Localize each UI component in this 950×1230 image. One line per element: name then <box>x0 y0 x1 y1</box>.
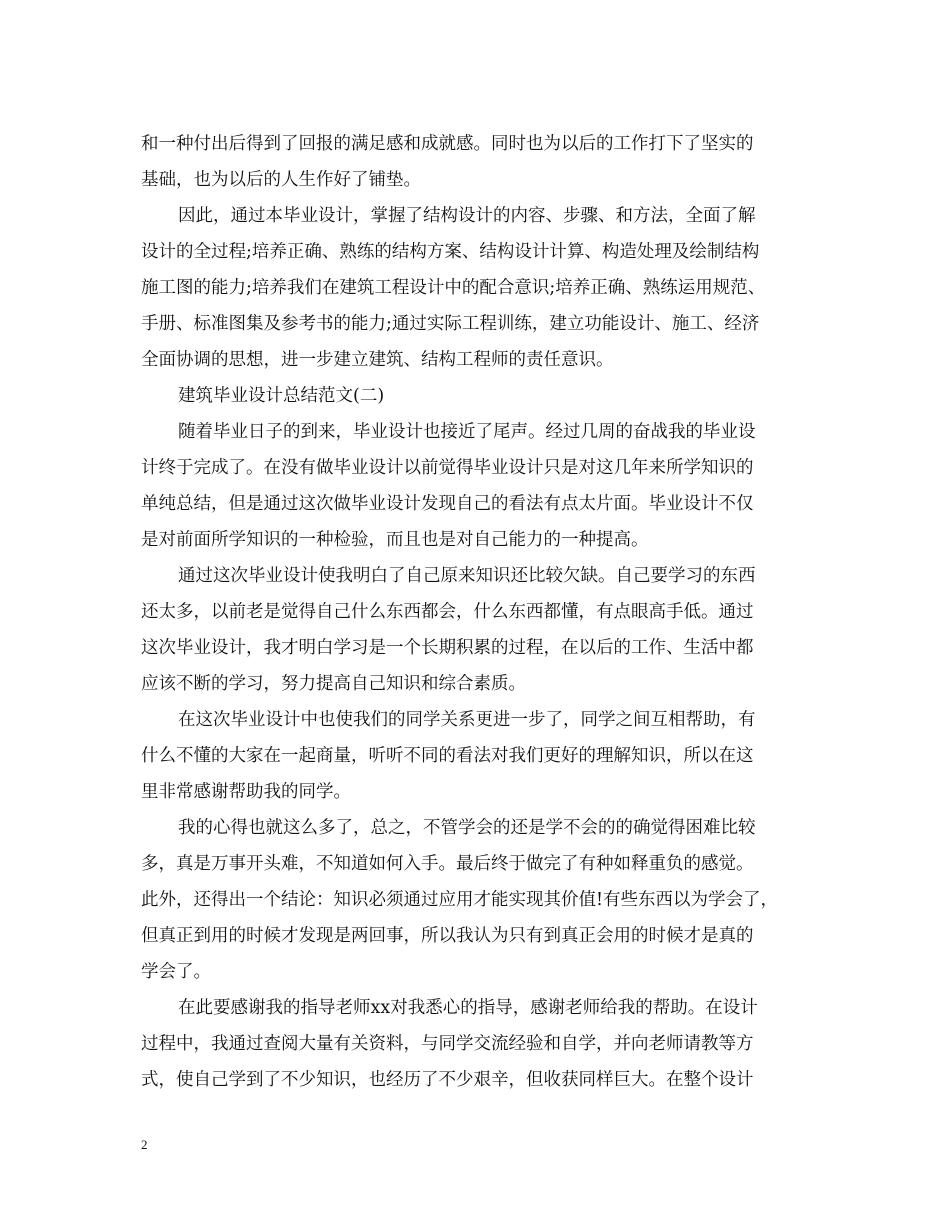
text-line: 通过这次毕业设计使我明白了自己原来知识还比较欠缺。自己要学习的东西 <box>178 566 756 586</box>
text-line: 手册、标准图集及参考书的能力;通过实际工程训练，建立功能设计、施工、经济 <box>141 314 760 334</box>
text-line: 学会了。 <box>141 962 211 982</box>
text-line: 和一种付出后得到了回报的满足感和成就感。同时也为以后的工作打下了坚实的 <box>141 134 754 154</box>
section-heading: 建筑毕业设计总结范文(二) <box>178 386 385 406</box>
text-line: 是对前面所学知识的一种检验，而且也是对自己能力的一种提高。 <box>141 530 649 550</box>
text-line: 施工图的能力;培养我们在建筑工程设计中的配合意识;培养正确、熟练运用规范、 <box>141 278 766 298</box>
text-line: 应该不断的学习，努力提高自己知识和综合素质。 <box>141 674 526 694</box>
text-line: 这次毕业设计，我才明白学习是一个长期积累的过程，在以后的工作、生活中都 <box>141 638 754 658</box>
text-line: 因此，通过本毕业设计，掌握了结构设计的内容、步骤、和方法，全面了解 <box>178 206 756 226</box>
text-line: 在此要感谢我的指导老师xx对我悉心的指导，感谢老师给我的帮助。在设计 <box>178 998 758 1018</box>
text-line: 但真正到用的时候才发现是两回事，所以我认为只有到真正会用的时候才是真的 <box>141 926 754 946</box>
text-line: 单纯总结，但是通过这次做毕业设计发现自己的看法有点太片面。毕业设计不仅 <box>141 494 754 514</box>
text-line: 还太多，以前老是觉得自己什么东西都会，什么东西都懂，有点眼高手低。通过 <box>141 602 754 622</box>
text-line: 式，使自己学到了不少知识，也经历了不少艰辛，但收获同样巨大。在整个设计 <box>141 1070 754 1090</box>
text-line: 随着毕业日子的到来，毕业设计也接近了尾声。经过几周的奋战我的毕业设 <box>178 422 756 442</box>
text-line: 里非常感谢帮助我的同学。 <box>141 782 351 802</box>
text-line: 多，真是万事开头难，不知道如何入手。最后终于做完了有种如释重负的感觉。 <box>141 854 754 874</box>
text-line: 什么不懂的大家在一起商量，听听不同的看法对我们更好的理解知识，所以在这 <box>141 746 754 766</box>
text-line: 过程中，我通过查阅大量有关资料，与同学交流经验和自学，并向老师请教等方 <box>141 1034 754 1054</box>
text-line: 全面协调的思想，进一步建立建筑、结构工程师的责任意识。 <box>141 350 614 370</box>
text-line: 设计的全过程;培养正确、熟练的结构方案、结构设计计算、构造处理及绘制结构 <box>141 242 760 262</box>
text-line: 基础，也为以后的人生作好了铺垫。 <box>141 170 421 190</box>
text-line: 此外，还得出一个结论：知识必须通过应用才能实现其价值!有些东西以为学会了， <box>141 890 779 910</box>
page-number: 2 <box>141 1137 148 1152</box>
text-line: 计终于完成了。在没有做毕业设计以前觉得毕业设计只是对这几年来所学知识的 <box>141 458 754 478</box>
text-line: 在这次毕业设计中也使我们的同学关系更进一步了，同学之间互相帮助，有 <box>178 710 756 730</box>
text-line: 我的心得也就这么多了，总之，不管学会的还是学不会的的确觉得困难比较 <box>178 818 756 838</box>
